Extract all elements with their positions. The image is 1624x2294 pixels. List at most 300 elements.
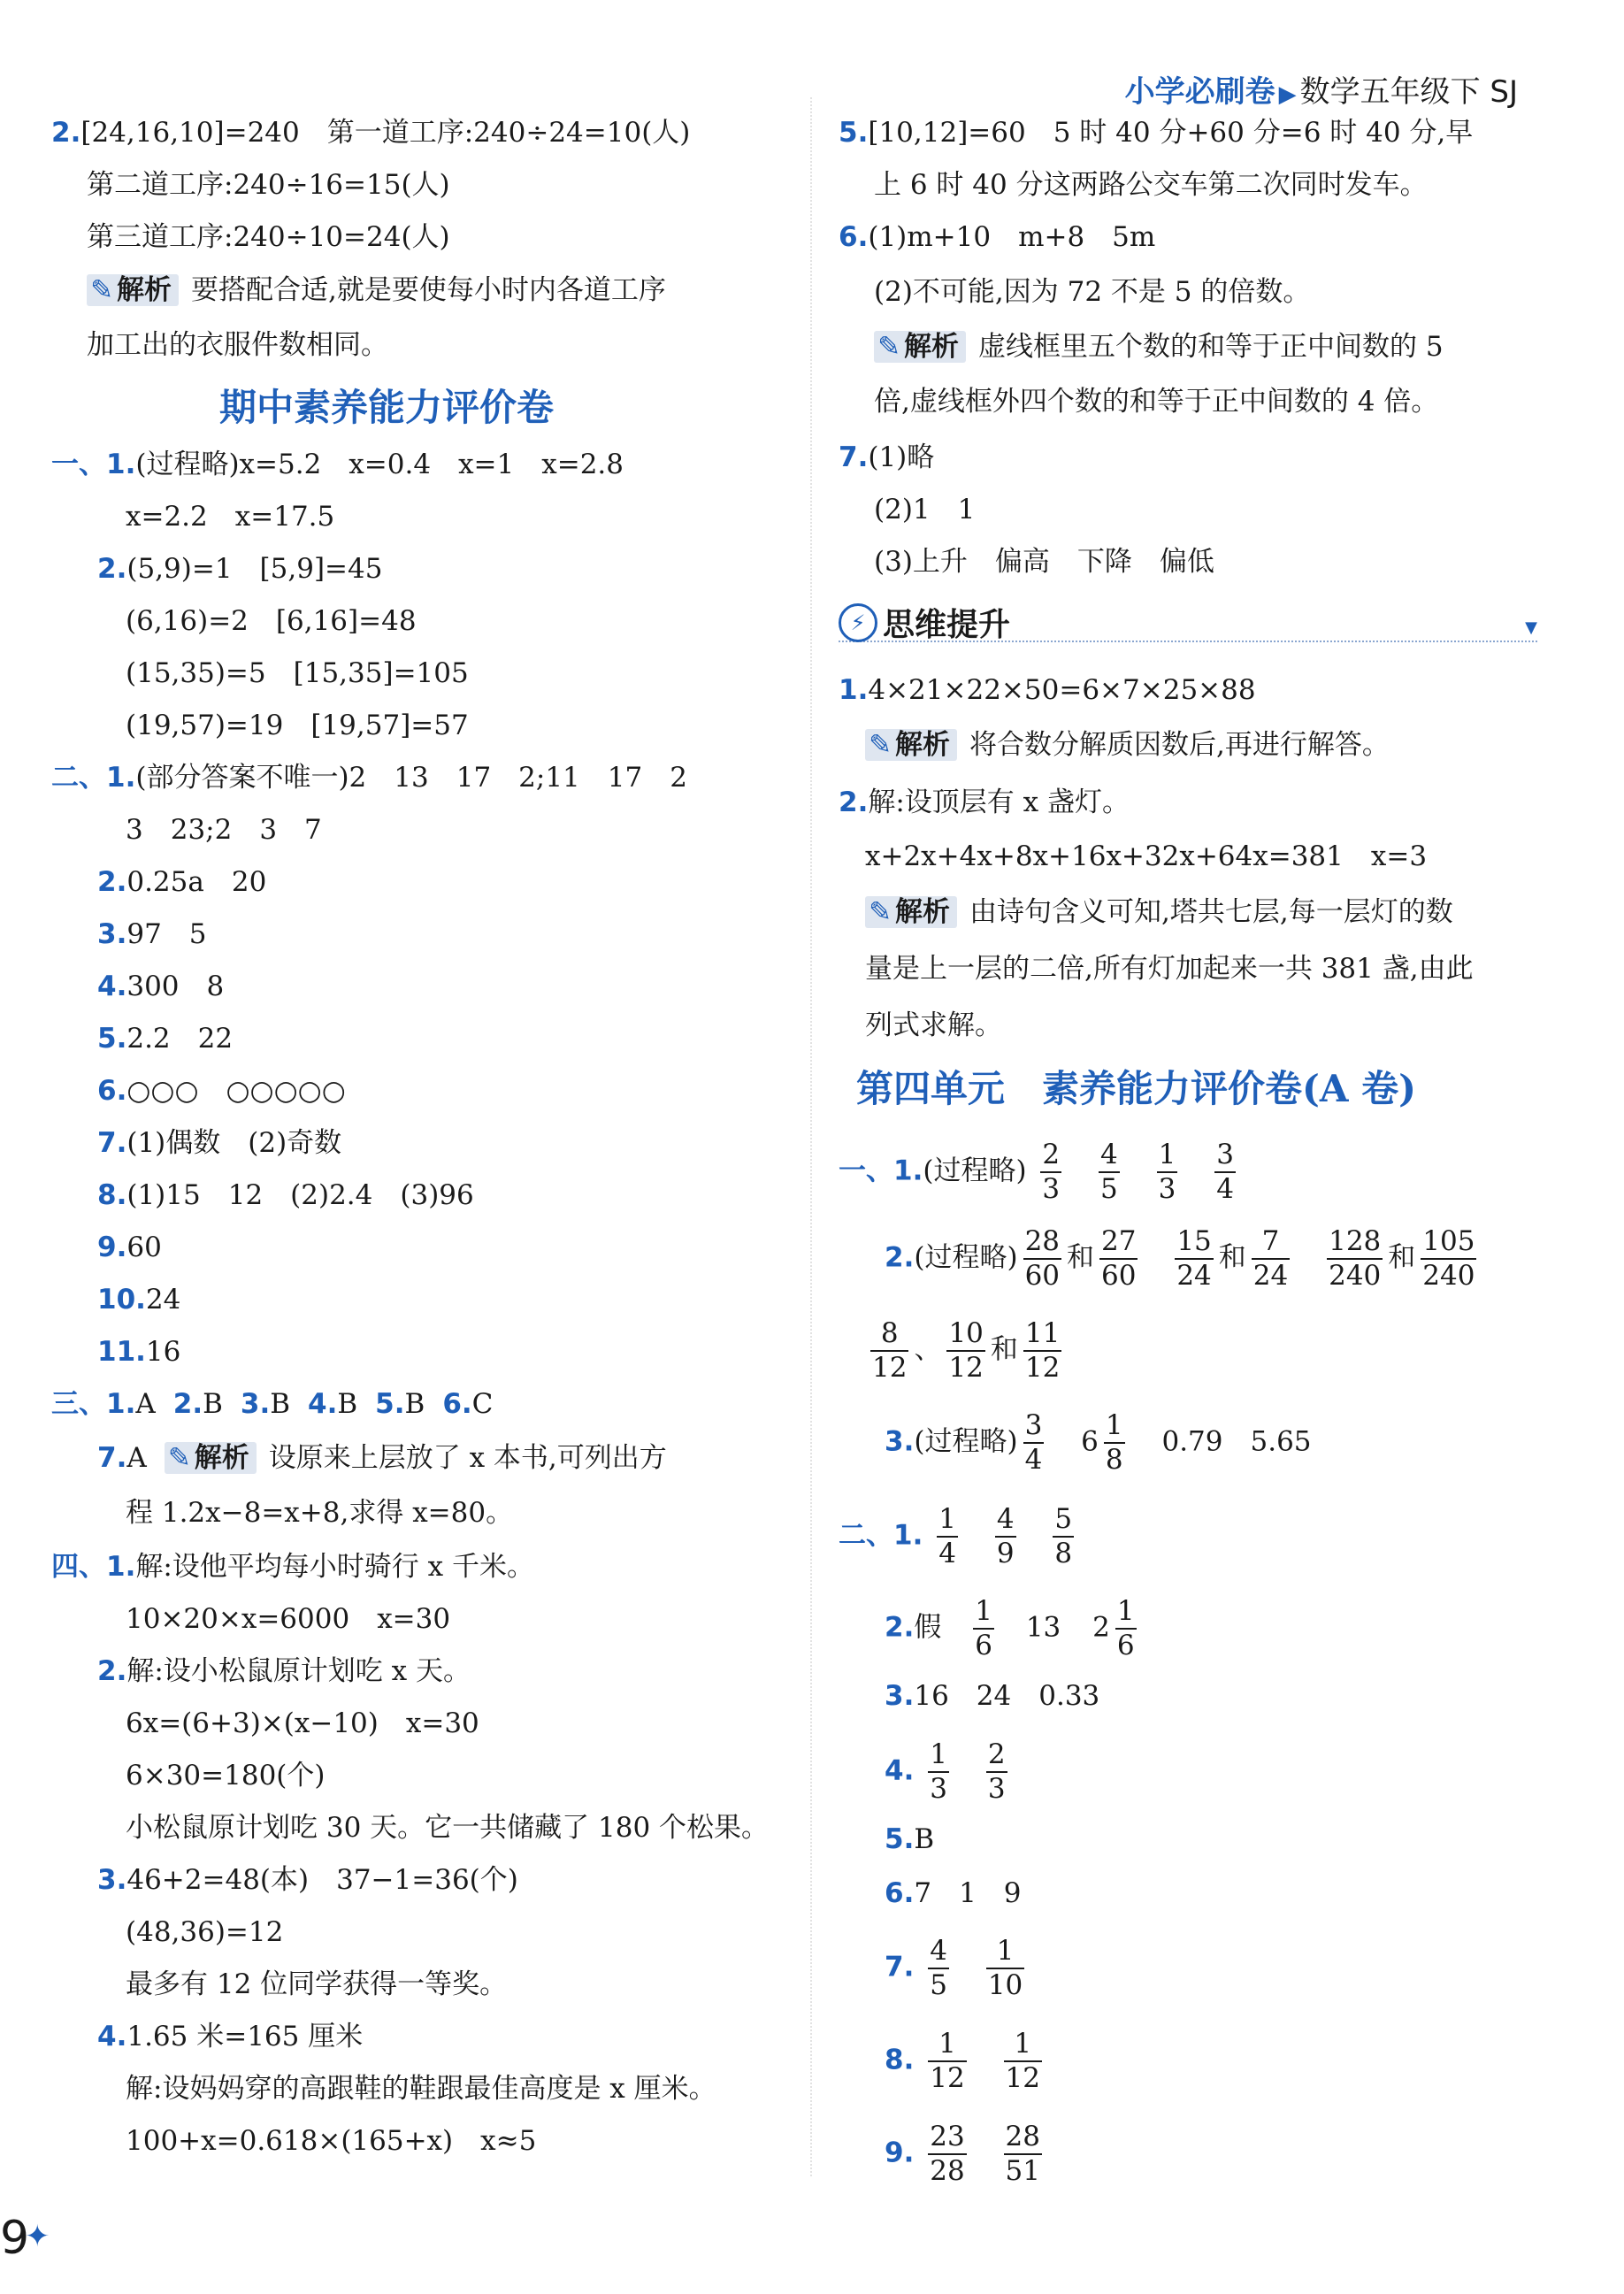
answer-line (874, 544, 1214, 579)
analysis-line (874, 329, 1444, 364)
answer-line (126, 1601, 450, 1637)
numerator: 2 (986, 1741, 1007, 1773)
analysis-text: 设原来上层放了 x 本书,可列出方 (268, 1442, 667, 1474)
item-number: 4. (308, 1388, 338, 1420)
answer-text: 4×21×22×50=6×7×25×88 (868, 674, 1256, 706)
item-number: 2. (885, 1241, 915, 1274)
fraction (928, 1738, 949, 1805)
answer-text: (1)偶数 (2)奇数 (126, 1127, 342, 1159)
answer-text: (1)15 12 (2)2.4 (3)96 (126, 1179, 474, 1211)
answer-line (126, 499, 334, 534)
numerator: 4 (995, 1506, 1016, 1538)
analysis-text: 倍,虚线框外四个数的和等于正中间数的 4 倍。 (874, 386, 1439, 418)
answer-text: ○○○ ○○○○○ (126, 1075, 346, 1107)
item-number: 9. (885, 2137, 915, 2169)
analysis-badge (87, 274, 179, 306)
analysis-badge (865, 896, 957, 928)
answer-line (126, 708, 469, 743)
answer-line (885, 1822, 934, 1857)
numerator: 5 (1053, 1506, 1074, 1538)
answer-text: 7 1 9 (914, 1877, 1022, 1909)
denominator: 240 (1422, 1260, 1475, 1292)
denominator: 8 (1105, 1444, 1123, 1476)
item-number: 1. (106, 449, 136, 480)
answer-text: (15,35)=5 [15,35]=105 (126, 657, 469, 689)
answer-line (97, 864, 266, 900)
connector-text: 和 (990, 1333, 1018, 1366)
item-number: 1. (106, 1551, 136, 1583)
answer-text: (3)上升 偏高 下降 偏低 (874, 546, 1214, 578)
denominator: 12 (1005, 2062, 1040, 2094)
item-number: 5. (839, 117, 869, 149)
pen-icon: ✎ (167, 1442, 191, 1474)
answer-line (885, 1595, 1147, 1661)
numerator: 105 (1421, 1228, 1476, 1260)
answer-line (87, 219, 450, 255)
analysis-text: 量是上一层的二倍,所有灯加起来一共 381 盏,由此 (865, 953, 1474, 985)
analysis-line (865, 727, 1390, 763)
item-number: 1. (106, 1388, 136, 1420)
answer-line (126, 1758, 325, 1793)
answer-line (97, 1653, 471, 1689)
play-triangle-icon: ▶ (1278, 81, 1297, 108)
answer-line (126, 1914, 283, 1950)
item-number: 9. (97, 1231, 127, 1263)
item-number: 10. (97, 1284, 146, 1316)
answer-line (97, 969, 224, 1004)
numerator: 1 (1157, 1141, 1178, 1173)
analysis-line (87, 272, 666, 308)
answer-text: 60 (126, 1231, 162, 1263)
answer-text: x+2x+4x+8x+16x+32x+64x=381 x=3 (865, 840, 1428, 872)
answer-line (97, 2019, 363, 2054)
answer-line (51, 447, 624, 482)
denominator: 24 (1252, 1260, 1289, 1292)
answer-text: 46+2=48(本) 37−1=36(个) (126, 1864, 518, 1896)
numerator: 23 (928, 2123, 966, 2155)
analysis-line (865, 894, 1453, 930)
denominator: 5 (930, 1969, 947, 2001)
answer-line (51, 1386, 493, 1422)
thinking-boost-label: 思维提升 (883, 607, 1011, 643)
item-number: 4. (97, 971, 127, 1002)
denominator: 60 (1024, 1260, 1061, 1292)
fraction (1099, 1141, 1120, 1203)
answer-line (126, 1706, 479, 1741)
answer-line (97, 1178, 474, 1213)
pen-icon: ✎ (877, 331, 900, 363)
denominator: 4 (938, 1538, 956, 1569)
denominator: 12 (1024, 1352, 1061, 1384)
numerator: 27 (1099, 1228, 1138, 1260)
numerator: 128 (1327, 1228, 1383, 1260)
analysis-line (126, 1495, 513, 1531)
numerator: 28 (1023, 1228, 1061, 1260)
section-title-midterm: 期中素养能力评价卷 (219, 386, 555, 429)
answer-line (97, 1230, 162, 1265)
analysis-line (865, 951, 1474, 986)
item-number: 6. (97, 1075, 127, 1107)
answer-line (885, 1738, 1013, 1805)
analysis-badge (874, 331, 966, 363)
mixed-number (1081, 1409, 1130, 1476)
answer-line (126, 603, 417, 639)
answer-line (51, 115, 690, 150)
section-number: 二、 (839, 1519, 893, 1552)
answer-text: (2)1 1 (874, 494, 976, 526)
numerator: 1 (928, 2030, 966, 2062)
answer-line (87, 167, 450, 203)
answer-text: 24 (145, 1284, 181, 1316)
answer-line (839, 115, 1473, 150)
answer-text: (5,9)=1 [5,9]=45 (126, 553, 383, 585)
analysis-text: 列式求解。 (865, 1009, 1002, 1041)
analysis-text: 程 1.2x−8=x+8,求得 x=80。 (126, 1497, 514, 1529)
item-number: 2. (172, 1388, 203, 1420)
answer-text: A (126, 1442, 147, 1474)
answer-text: (48,36)=12 (126, 1916, 284, 1948)
item-number: 3. (885, 1425, 915, 1458)
answer-line (126, 656, 469, 691)
item-number: 7. (97, 1127, 127, 1159)
answer-text: 解:设他平均每小时骑行 x 千米。 (135, 1551, 534, 1583)
answer-text: 解:设妈妈穿的高跟鞋的鞋跟最佳高度是 x 厘米。 (126, 2073, 716, 2105)
answer-line (839, 1503, 1079, 1569)
answer-line (97, 917, 207, 952)
item-number: 8. (885, 2044, 915, 2076)
answer-line (97, 1862, 518, 1898)
item-number: 4. (885, 1754, 915, 1787)
denominator: 10 (987, 1969, 1023, 2001)
numerator: 1 (986, 1937, 1024, 1969)
analysis-line (97, 1440, 667, 1476)
answer-text: (过程略)x=5.2 x=0.4 x=1 x=2.8 (135, 449, 624, 480)
answer-text: 300 8 (126, 971, 225, 1002)
answer-text: 0.25a 20 (126, 866, 267, 898)
item-number: 2. (885, 1611, 915, 1644)
numerator: 7 (1252, 1228, 1290, 1260)
denominator: 6 (975, 1630, 992, 1661)
connector-text: 和 (1218, 1241, 1246, 1274)
section-number: 三、 (51, 1388, 106, 1420)
numerator: 1 (1115, 1598, 1137, 1630)
numerator: 3 (1023, 1412, 1045, 1444)
answer-line (885, 1409, 1312, 1476)
left-column (51, 0, 770, 2294)
denominator: 4 (1216, 1173, 1234, 1205)
analysis-text: 由诗句含义可知,塔共七层,每一层灯的数 (969, 896, 1453, 928)
denominator: 9 (996, 1538, 1015, 1569)
answer-line (874, 274, 1310, 310)
answer-line (97, 1073, 346, 1109)
pen-icon: ✎ (869, 896, 892, 928)
item-number: 3. (240, 1388, 271, 1420)
answer-line (839, 1141, 1241, 1203)
fraction (937, 1503, 958, 1569)
numerator: 3 (1214, 1141, 1236, 1173)
answer-text: B (270, 1388, 291, 1420)
fraction (870, 1317, 908, 1384)
numerator: 8 (870, 1320, 908, 1352)
answer-text: A (135, 1388, 156, 1420)
star-icon: ✦ (25, 2219, 50, 2254)
answer-text: 0.79 5.65 (1161, 1425, 1312, 1458)
answer-text: 6x=(6+3)×(x−10) x=30 (126, 1707, 479, 1739)
answer-text: (过程略) (914, 1241, 1018, 1274)
fraction (928, 2123, 966, 2185)
item-number: 5. (97, 1023, 127, 1055)
brand-label: 小学必刷卷 (1124, 74, 1275, 110)
denominator: 24 (1176, 1260, 1212, 1292)
section-number: 二、 (51, 762, 106, 794)
answer-line (865, 1317, 1067, 1384)
answer-text: 假 (914, 1611, 942, 1644)
answer-text: 第二道工序:240÷16=15(人) (87, 169, 450, 201)
whole-part: 2 (1092, 1611, 1110, 1644)
item-number: 2. (51, 117, 81, 149)
fraction (1252, 1225, 1290, 1292)
answer-text: (6,16)=2 [6,16]=48 (126, 605, 417, 637)
fraction (1115, 1595, 1137, 1661)
answer-text: (1)略 (868, 441, 935, 473)
connector-text: 和 (1388, 1241, 1416, 1274)
fraction (1104, 1409, 1125, 1476)
item-number: 2. (97, 553, 127, 585)
denominator: 3 (987, 1773, 1006, 1805)
item-number: 6. (839, 221, 869, 253)
fraction (1040, 1141, 1061, 1203)
item-number: 7. (97, 1442, 127, 1474)
answer-line (126, 812, 322, 848)
denominator: 12 (930, 2062, 965, 2094)
answer-line (839, 785, 1130, 820)
answer-text: 10×20×x=6000 x=30 (126, 1603, 451, 1635)
answer-text: 上 6 时 40 分这两路公交车第二次同时发车。 (874, 169, 1428, 201)
answer-line (839, 219, 1155, 255)
pen-icon: ✎ (90, 274, 113, 306)
item-number: 6. (885, 1877, 915, 1909)
fraction (973, 1595, 994, 1661)
analysis-badge (165, 1442, 257, 1474)
answer-text: 3 23;2 3 7 (126, 814, 322, 846)
thinking-boost-header (839, 600, 1537, 642)
item-number: 8. (97, 1179, 127, 1211)
answer-text: (部分答案不唯一)2 13 17 2;11 17 2 (135, 762, 687, 794)
item-number: 11. (97, 1336, 146, 1368)
answer-text: 解:设小松鼠原计划吃 x 天。 (126, 1655, 471, 1687)
triangle-down-icon: ▼ (1525, 618, 1537, 637)
answer-line (126, 1810, 769, 1845)
section-number: 一、 (51, 449, 106, 480)
answer-text: [24,16,10]=240 第一道工序:240÷24=10(人) (80, 117, 691, 149)
analysis-label: 解析 (194, 1442, 249, 1474)
fraction (1099, 1225, 1138, 1292)
answer-line (885, 1937, 1030, 1999)
answer-line (839, 440, 934, 475)
fraction (1053, 1503, 1074, 1569)
analysis-label: 解析 (894, 896, 950, 928)
item-number: 3. (885, 1680, 915, 1712)
answer-line (885, 1876, 1022, 1911)
fraction (928, 1937, 949, 1999)
denominator: 8 (1054, 1538, 1073, 1569)
answer-line (874, 167, 1428, 203)
answer-text: 第三道工序:240÷10=24(人) (87, 221, 450, 253)
answer-text: (2)不可能,因为 72 不是 5 的倍数。 (874, 276, 1311, 308)
answer-text: [10,12]=60 5 时 40 分+60 分=6 时 40 分,早 (868, 117, 1474, 149)
subject-label: 数学五年级下 SJ (1299, 74, 1518, 110)
answer-text: B (404, 1388, 425, 1420)
numerator: 4 (1099, 1141, 1120, 1173)
lightning-icon: ⚡ (839, 603, 877, 642)
answer-line (865, 839, 1427, 874)
denominator: 12 (948, 1352, 984, 1384)
answer-text: 100+x=0.618×(165+x) x≈5 (126, 2125, 537, 2157)
answer-text: 解:设顶层有 x 盏灯。 (868, 786, 1130, 818)
answer-text: 最多有 12 位同学获得一等奖。 (126, 1968, 508, 2000)
analysis-label: 解析 (894, 729, 950, 761)
item-number: 5. (885, 1823, 915, 1855)
answer-line (874, 492, 975, 527)
denominator: 28 (930, 2155, 965, 2187)
connector-text: 和 (1067, 1241, 1095, 1274)
answer-line (126, 1967, 507, 2002)
item-number: 1. (893, 1155, 923, 1187)
denominator: 5 (1100, 1173, 1118, 1205)
fraction (1175, 1225, 1213, 1292)
analysis-line (865, 1008, 1002, 1043)
fraction (986, 1937, 1024, 1999)
numerator: 15 (1175, 1228, 1213, 1260)
fraction (1004, 2123, 1042, 2185)
answer-line (885, 2123, 1047, 2185)
item-number: 1. (839, 674, 869, 706)
denominator: 4 (1024, 1444, 1043, 1476)
numerator: 1 (928, 1741, 949, 1773)
connector-text: 、 (914, 1333, 942, 1366)
answer-line (51, 1549, 534, 1584)
answer-text: 16 (145, 1336, 181, 1368)
numerator: 4 (928, 1937, 949, 1969)
denominator: 3 (1042, 1173, 1061, 1205)
item-number: 1. (893, 1519, 923, 1552)
answer-line (97, 551, 382, 587)
analysis-text: 加工出的衣服件数相同。 (87, 329, 388, 361)
answer-text: (过程略) (923, 1155, 1027, 1187)
fraction (946, 1317, 984, 1384)
numerator: 10 (946, 1320, 984, 1352)
analysis-line (874, 384, 1438, 419)
analysis-line (87, 327, 388, 363)
denominator: 60 (1101, 1260, 1137, 1292)
numerator: 11 (1023, 1320, 1061, 1352)
answer-text: B (203, 1388, 223, 1420)
fraction (1023, 1409, 1045, 1476)
answer-line (885, 1225, 1482, 1292)
analysis-text: 将合数分解质因数后,再进行解答。 (969, 729, 1390, 761)
analysis-text: 虚线框里五个数的和等于正中间数的 5 (977, 331, 1444, 363)
item-number: 7. (839, 441, 869, 473)
fraction (1214, 1141, 1236, 1203)
fraction (1327, 1225, 1383, 1292)
answer-text: (过程略) (914, 1425, 1018, 1458)
whole-part: 6 (1081, 1425, 1099, 1458)
item-number: 4. (97, 2021, 127, 2052)
answer-text: B (337, 1388, 358, 1420)
denominator: 6 (1116, 1630, 1135, 1661)
fraction (995, 1503, 1016, 1569)
pen-icon: ✎ (869, 729, 892, 761)
fraction (1023, 1317, 1061, 1384)
denominator: 12 (872, 1352, 908, 1384)
numerator: 1 (1004, 2030, 1042, 2062)
numerator: 28 (1004, 2123, 1042, 2155)
item-number: 3. (97, 1864, 127, 1896)
answer-text: C (471, 1388, 494, 1420)
answer-text: 16 24 0.33 (914, 1680, 1100, 1712)
answer-line (97, 1125, 341, 1161)
answer-text: B (914, 1823, 935, 1855)
analysis-text: 要搭配合适,就是要使每小时内各道工序 (190, 274, 666, 306)
answer-line (885, 1678, 1099, 1714)
item-number: 6. (442, 1388, 472, 1420)
answer-line (97, 1334, 180, 1369)
analysis-label: 解析 (116, 274, 172, 306)
answer-line (97, 1282, 180, 1317)
numerator: 1 (937, 1506, 958, 1538)
item-number: 2. (839, 786, 869, 818)
fraction (1023, 1225, 1061, 1292)
section-number: 四、 (51, 1551, 106, 1583)
answer-line (839, 672, 1256, 708)
answer-line (97, 1021, 233, 1056)
fraction (928, 2030, 966, 2092)
item-number: 2. (97, 866, 127, 898)
column-divider (810, 97, 812, 2176)
denominator: 240 (1329, 1260, 1382, 1292)
analysis-badge (865, 729, 957, 761)
answer-text: 13 (1025, 1611, 1061, 1644)
fraction (1421, 1225, 1476, 1292)
answer-text: 6×30=180(个) (126, 1760, 326, 1791)
answer-line (51, 760, 687, 795)
fraction (1157, 1141, 1178, 1203)
item-number: 5. (375, 1388, 405, 1420)
answer-text: (19,57)=19 [19,57]=57 (126, 710, 469, 741)
item-number: 1. (106, 762, 136, 794)
page-number: 9 (0, 2212, 30, 2265)
item-number: 2. (97, 1655, 127, 1687)
numerator: 2 (1040, 1141, 1061, 1173)
denominator: 3 (1158, 1173, 1176, 1205)
answer-line (126, 2123, 536, 2159)
analysis-label: 解析 (903, 331, 959, 363)
fraction (1004, 2030, 1042, 2092)
answer-text: x=2.2 x=17.5 (126, 501, 335, 533)
answer-line (126, 2071, 716, 2106)
answer-line (885, 2030, 1047, 2092)
mixed-number (1092, 1595, 1141, 1661)
numerator: 1 (1104, 1412, 1125, 1444)
answer-text: 2.2 22 (126, 1023, 234, 1055)
answer-text: (1)m+10 m+8 5m (868, 221, 1156, 253)
numerator: 1 (973, 1598, 994, 1630)
answer-text: 小松鼠原计划吃 30 天。它一共储藏了 180 个松果。 (126, 1812, 770, 1844)
section-title-unit4: 第四单元 素养能力评价卷(A 卷) (856, 1067, 1416, 1110)
item-number: 7. (885, 1951, 915, 1983)
fraction (986, 1738, 1007, 1805)
denominator: 3 (930, 1773, 947, 1805)
